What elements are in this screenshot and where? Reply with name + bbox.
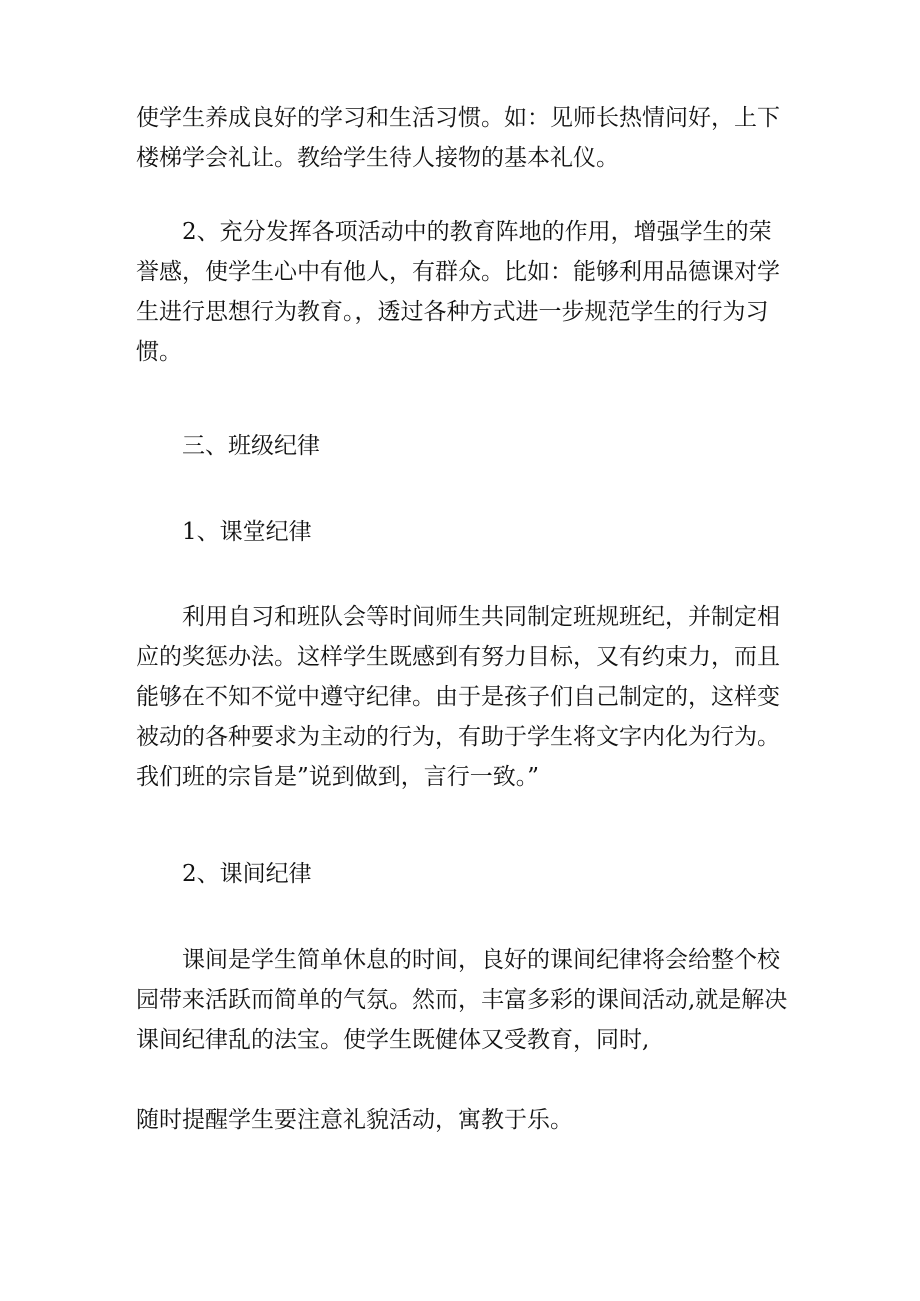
heading-text: 1、课堂纪律 xyxy=(182,519,312,545)
text-line: 2、充分发挥各项活动中的教育阵地的作用，增强学生的荣 xyxy=(182,219,772,245)
heading-text: 三、班级纪律 xyxy=(182,433,320,459)
text-line: 随时提醒学生要注意礼貌活动，寓教于乐。 xyxy=(136,1107,573,1133)
paragraph-break-time xyxy=(136,940,788,1060)
text-line: 惯。 xyxy=(136,339,182,365)
heading-text: 2、课间纪律 xyxy=(182,861,312,887)
section-heading-class-discipline xyxy=(136,426,788,466)
text-line: 应的奖惩办法。这样学生既感到有努力目标，又有约束力，而且 xyxy=(136,644,780,670)
text-line: 能够在不知不觉中遵守纪律。由于是孩子们自己制定的，这样变 xyxy=(136,684,780,710)
text-line: 利用自习和班队会等时间师生共同制定班规班纪，并制定相 xyxy=(182,604,780,630)
subheading-break-discipline xyxy=(136,854,788,894)
paragraph-activities xyxy=(136,212,788,372)
text-line: 我们班的宗旨是”说到做到，言行一致。” xyxy=(136,764,540,790)
subheading-classroom-discipline xyxy=(136,512,788,552)
text-line: 誉感，使学生心中有他人，有群众。比如：能够利用品德课对学 xyxy=(136,259,780,285)
paragraph-manners xyxy=(136,98,788,178)
text-line: 被动的各种要求为主动的行为，有助于学生将文字内化为行为。 xyxy=(136,724,780,750)
text-line: 课间纪律乱的法宝。使学生既健体又受教育，同时, xyxy=(136,1027,650,1053)
text-line: 生进行思想行为教育。，透过各种方式进一步规范学生的行为习 xyxy=(136,299,769,325)
text-line: 使学生养成良好的学习和生活习惯。如：见师长热情问好，上下 xyxy=(136,105,780,131)
text-line: 园带来活跃而简单的气氛。然而，丰富多彩的课间活动,就是解决 xyxy=(136,987,788,1013)
paragraph-reminder xyxy=(136,1100,788,1140)
paragraph-class-rules xyxy=(136,597,788,797)
text-line: 楼梯学会礼让。教给学生待人接物的基本礼仪。 xyxy=(136,145,619,171)
text-line: 课间是学生简单休息的时间，良好的课间纪律将会给整个校 xyxy=(182,947,780,973)
